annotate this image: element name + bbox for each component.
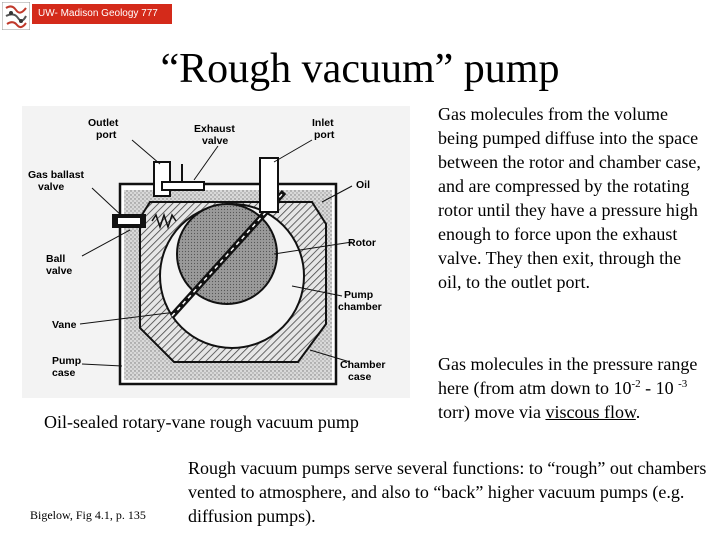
label-chamber-case: Chamber case bbox=[340, 359, 386, 383]
paragraph-functions: Rough vacuum pumps serve several functions: to “rough” out chambers vented to atmosphere, and also to “back” higher vacuum pumps (e.g. diffusion pumps). bbox=[188, 458, 707, 526]
label-outlet-port: Outlet port bbox=[88, 117, 119, 141]
label-gas-ballast-valve: Gas ballast valve bbox=[28, 169, 85, 193]
viscous-flow-link[interactable]: viscous flow bbox=[545, 402, 636, 422]
exhaust-valve-shape bbox=[162, 182, 204, 190]
figure-citation: Bigelow, Fig 4.1, p. 135 bbox=[30, 508, 146, 522]
figure-caption: Oil-sealed rotary-vane rough vacuum pump bbox=[44, 412, 359, 432]
inlet-port-shape bbox=[260, 158, 278, 212]
label-pump-case: Pump case bbox=[52, 355, 82, 379]
course-badge: UW- Madison Geology 777 bbox=[32, 4, 172, 24]
paragraph-diffusion: Gas molecules from the volume being pumped diffuse into the space between the rotor and chamber case, and are compressed by the rotating rotor until they have a pressure high enough to force upon the exhaust valve. They then exit, through the oil, to the outlet port. bbox=[438, 104, 701, 292]
label-vane: Vane bbox=[52, 319, 77, 331]
label-oil: Oil bbox=[356, 179, 371, 191]
slide-title: “Rough vacuum” pump bbox=[160, 46, 560, 92]
label-inlet-port: Inlet port bbox=[312, 117, 335, 141]
label-exhaust-valve: Exhaust valve bbox=[194, 123, 235, 147]
uw-madison-logo bbox=[2, 2, 30, 30]
label-pump-chamber: Pump chamber bbox=[338, 289, 382, 313]
label-ball-valve: Ball valve bbox=[46, 253, 73, 277]
rotary-vane-pump-diagram bbox=[22, 106, 410, 398]
label-rotor: Rotor bbox=[348, 237, 376, 249]
paragraph-pressure-range: Gas molecules in the pressure range here (from atm down to $10^{-2} - 10$ $^{-3}$ torr) move via viscous flow. bbox=[438, 354, 698, 422]
